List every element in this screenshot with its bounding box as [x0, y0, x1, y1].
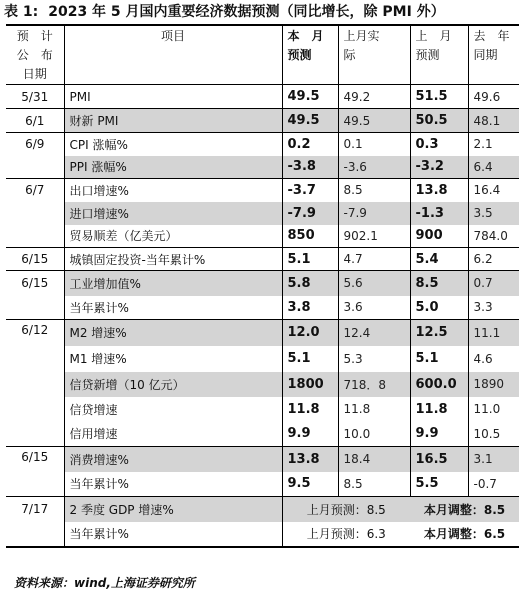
- row-item: 消费增速%: [64, 447, 282, 472]
- row-item: 工业增加值%: [64, 271, 282, 296]
- row-last-forecast: -3.2: [410, 156, 468, 179]
- table-row: [6, 248, 519, 271]
- row-item: 当年累计%: [64, 522, 282, 547]
- row-item: M2 增速%: [64, 320, 282, 346]
- row-last-forecast: 600.0: [410, 372, 468, 397]
- row-item: 2 季度 GDP 增速%: [64, 497, 282, 522]
- source-note: 资料来源：wind,上海证券研究所: [14, 576, 195, 590]
- table-row: [6, 422, 519, 447]
- table-title: [4, 2, 445, 22]
- row-yoy: 6.4: [468, 156, 519, 179]
- row-last-forecast: 16.5: [410, 447, 468, 472]
- header-date-line: 日期: [22, 67, 47, 81]
- table-row: [6, 271, 519, 296]
- row-adjust: 本月调整：6.5: [410, 522, 519, 547]
- row-date: [6, 522, 64, 547]
- table-row: [6, 522, 519, 547]
- row-last-actual: 10.0: [338, 422, 410, 447]
- row-forecast: -3.8: [282, 156, 338, 179]
- row-last-forecast: 8.5: [410, 271, 468, 296]
- row-forecast: 13.8: [282, 447, 338, 472]
- row-adjust: 本月调整：8.5: [410, 497, 519, 522]
- table-row: [6, 109, 519, 133]
- row-date: [6, 372, 64, 397]
- row-yoy: 1890: [468, 372, 519, 397]
- row-last-forecast: 51.5: [410, 85, 468, 109]
- row-date: 6/15: [6, 271, 64, 296]
- row-forecast: 5.1: [282, 346, 338, 372]
- row-last-actual: 0.1: [338, 133, 410, 156]
- row-last-actual: 49.2: [338, 85, 410, 109]
- row-item: 信贷增速: [64, 397, 282, 422]
- table-row: [6, 346, 519, 372]
- table-row: [6, 202, 519, 225]
- row-date: 6/9: [6, 133, 64, 156]
- row-yoy: 11.0: [473, 402, 501, 416]
- row-last-actual: 5.6: [338, 271, 410, 296]
- row-yoy: 2.1: [468, 133, 519, 156]
- row-last-actual: -3.6: [338, 156, 410, 179]
- row-yoy: 10.5: [473, 426, 501, 441]
- row-last-actual: 718．8: [338, 372, 410, 397]
- row-forecast: 1800: [282, 372, 338, 397]
- row-last-forecast: 5.0: [410, 296, 468, 320]
- header-item: 项目: [64, 25, 282, 85]
- table-row: [6, 296, 519, 320]
- row-last-actual: 11.8: [338, 397, 410, 422]
- row-yoy: 6.2: [468, 248, 519, 271]
- row-date: [6, 225, 64, 248]
- row-date: [6, 397, 64, 422]
- row-forecast: -3.7: [282, 179, 338, 202]
- row-date: 6/15: [6, 248, 64, 271]
- row-item: 城镇固定投资-当年累计%: [64, 248, 282, 271]
- row-forecast: 5.1: [282, 248, 338, 271]
- row-forecast: 11.8: [282, 397, 338, 422]
- row-forecast: 5.8: [282, 271, 338, 296]
- row-last-forecast: -1.3: [410, 202, 468, 225]
- row-last-actual: 5.3: [338, 346, 410, 372]
- row-yoy: 0.7: [468, 271, 519, 296]
- table-title-text: 2023 年 5 月国内重要经济数据预测（同比增长，除 PMI 外）: [48, 4, 445, 20]
- row-item: 当年累计%: [64, 296, 282, 320]
- row-last-forecast: 0.3: [410, 133, 468, 156]
- row-yoy: 48.1: [468, 109, 519, 133]
- row-last-forecast: 5.5: [410, 472, 468, 497]
- row-forecast: 49.5: [282, 109, 338, 133]
- row-prev-forecast: 上月预测：8.5: [282, 497, 410, 522]
- row-yoy: 3.1: [468, 447, 519, 472]
- table-row: [6, 85, 519, 109]
- table-number: 表 1:: [4, 4, 39, 20]
- row-date: [6, 422, 64, 447]
- row-yoy: 49.6: [473, 89, 501, 104]
- row-item: 信贷新增（10 亿元）: [64, 372, 282, 397]
- row-item: 出口增速%: [64, 179, 282, 202]
- row-date: [6, 346, 64, 372]
- row-item: PPI 涨幅%: [64, 156, 282, 179]
- row-last-forecast: 12.5: [410, 320, 468, 346]
- row-last-forecast: 11.8: [410, 397, 468, 422]
- row-yoy: 16.4: [468, 179, 519, 202]
- row-yoy: -0.7: [473, 476, 497, 491]
- row-forecast: 49.5: [282, 85, 338, 109]
- header-yoy: 去 年 同期: [468, 25, 519, 85]
- row-forecast: 850: [282, 225, 338, 248]
- row-yoy: 784.0: [473, 228, 508, 243]
- row-forecast: 9.5: [282, 472, 338, 497]
- table-row: [6, 320, 519, 346]
- row-date: 6/1: [6, 109, 64, 133]
- row-date: 7/17: [6, 497, 64, 522]
- row-item: 进口增速%: [64, 202, 282, 225]
- row-date: [6, 202, 64, 225]
- header-date-line: 公 布: [16, 48, 53, 62]
- row-last-actual: -7.9: [338, 202, 410, 225]
- row-forecast: 0.2: [282, 133, 338, 156]
- row-item: M1 增速%: [64, 346, 282, 372]
- row-last-forecast: 5.4: [410, 248, 468, 271]
- row-last-actual: 18.4: [338, 447, 410, 472]
- row-last-actual: 3.6: [338, 296, 410, 320]
- table-row: [6, 156, 519, 179]
- row-item: 当年累计%: [64, 472, 282, 497]
- row-yoy: 4.6: [473, 351, 493, 366]
- row-yoy: 3.3: [473, 300, 493, 315]
- row-forecast: 12.0: [282, 320, 338, 346]
- row-last-forecast: 13.8: [410, 179, 468, 202]
- row-forecast: 3.8: [282, 296, 338, 320]
- forecast-table: [6, 24, 519, 548]
- row-item: PMI: [64, 85, 282, 109]
- table-row: [6, 447, 519, 472]
- header-date: [6, 25, 64, 85]
- row-item: CPI 涨幅%: [64, 133, 282, 156]
- row-last-forecast: 5.1: [410, 346, 468, 372]
- header-last-actual: 上月实 际: [338, 25, 410, 85]
- row-yoy: 11.1: [468, 320, 519, 346]
- row-item: 财新 PMI: [64, 109, 282, 133]
- row-date: 6/12: [6, 320, 64, 346]
- row-last-forecast: 50.5: [410, 109, 468, 133]
- row-forecast: -7.9: [282, 202, 338, 225]
- row-last-actual: 8.5: [338, 179, 410, 202]
- row-last-forecast: 9.9: [410, 422, 468, 447]
- row-forecast: 9.9: [282, 422, 338, 447]
- row-last-forecast: 900: [410, 225, 468, 248]
- row-yoy: 3.5: [468, 202, 519, 225]
- table-row: [6, 497, 519, 522]
- row-date: [6, 472, 64, 497]
- row-last-actual: 8.5: [338, 472, 410, 497]
- row-date: 6/7: [6, 179, 64, 202]
- table-row: [6, 372, 519, 397]
- table-row: [6, 472, 519, 497]
- header-forecast: 本 月 预测: [282, 25, 338, 85]
- header-date-line: 预 计: [16, 29, 53, 43]
- header-row: [6, 25, 519, 85]
- table-row: [6, 133, 519, 156]
- row-date: [6, 296, 64, 320]
- row-item: 信用增速: [64, 422, 282, 447]
- row-date: 6/15: [6, 447, 64, 472]
- header-last-forecast: 上 月 预测: [410, 25, 468, 85]
- row-last-actual: 902.1: [338, 225, 410, 248]
- row-last-actual: 49.5: [338, 109, 410, 133]
- row-last-actual: 4.7: [338, 248, 410, 271]
- table-row: [6, 397, 519, 422]
- table-row: [6, 225, 519, 248]
- row-date: [6, 156, 64, 179]
- row-date: 5/31: [6, 85, 64, 109]
- table-row: [6, 179, 519, 202]
- row-item: 贸易顺差（亿美元）: [64, 225, 282, 248]
- row-prev-forecast: 上月预测：6.3: [282, 522, 410, 547]
- row-last-actual: 12.4: [338, 320, 410, 346]
